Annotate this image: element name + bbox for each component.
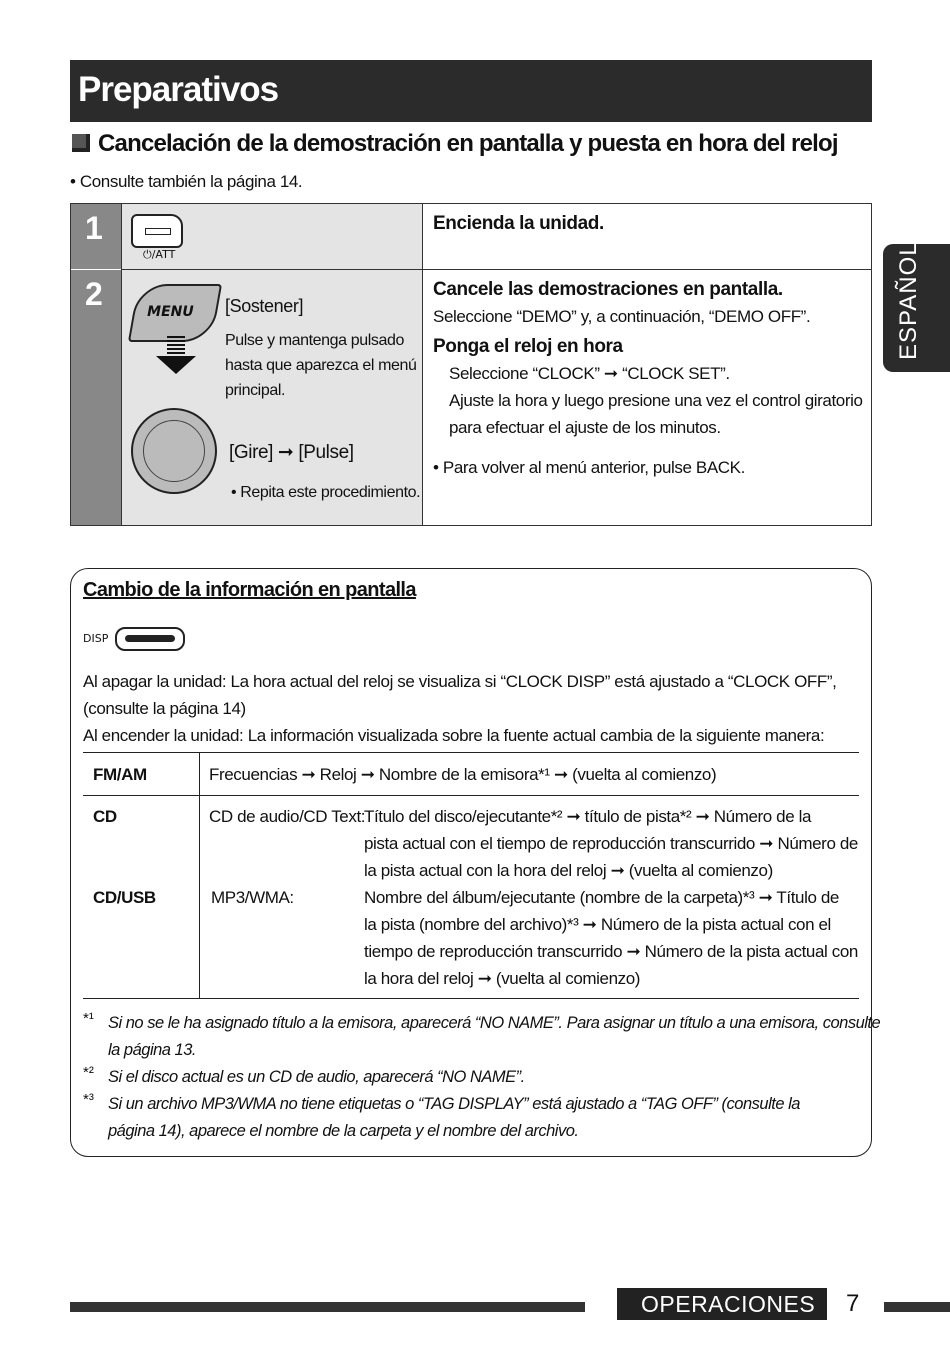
footer-bar-left [70, 1302, 585, 1312]
turn-press-label: [Gire] ➞ [Pulse] [229, 442, 354, 463]
usb-line-4: la hora del reloj ➞ (vuelta al comienzo) [364, 969, 641, 988]
footnote-mark-1: *¹ [83, 1010, 94, 1027]
hold-desc-1: Pulse y mantenga pulsado [225, 332, 404, 349]
disp-label: DISP [83, 632, 109, 645]
down-arrow-icon [156, 356, 196, 374]
table-vertical-line [199, 752, 200, 998]
steps-table [70, 203, 872, 526]
footnote-2-line-1: Si el disco actual es un CD de audio, aparecerá “NO NAME”. [108, 1068, 525, 1086]
display-info-box [70, 568, 881, 1157]
title-bar [70, 60, 872, 122]
usb-line-1: Nombre del álbum/ejecutante (nombre de la carpeta)*³ ➞ Título de [364, 888, 839, 907]
rotary-knob-icon [131, 408, 217, 494]
table-bottom-line [83, 998, 859, 999]
power-att-label: ⏻/ATT [143, 248, 176, 261]
cd-line-1: Título del disco/ejecutante*² ➞ título de pista*² ➞ Número de la [364, 807, 812, 826]
page-number: 7 [846, 1290, 860, 1317]
step1-title: Encienda la unidad. [433, 213, 604, 234]
step2-title2: Ponga el reloj en hora [433, 336, 623, 357]
step2-back-note: • Para volver al menú anterior, pulse BACK. [433, 458, 745, 477]
fm-am-value: Frecuencias ➞ Reloj ➞ Nombre de la emisora*¹ ➞ (vuelta al comienzo) [209, 765, 717, 784]
box-para-3: Al encender la unidad: La información visualizada sobre la fuente actual cambia de la siguiente manera: [83, 726, 825, 745]
footnote-1-line-2: la página 13. [108, 1041, 196, 1059]
usb-line-2: la pista (nombre del archivo)*³ ➞ Número de la pista actual con el [364, 915, 831, 934]
page-title: Preparativos [78, 70, 279, 109]
cd-usb-label: CD/USB [93, 888, 156, 907]
cd-line-2: pista actual con el tiempo de reproducción transcurrido ➞ Número de [364, 834, 858, 853]
footnote-mark-2: *² [83, 1064, 94, 1081]
section-heading-text: Cancelación de la demostración en pantalla y puesta en hora del reloj [98, 130, 838, 157]
step2-line2: Seleccione “CLOCK” ➞ “CLOCK SET”. [449, 364, 730, 383]
footnote-3-line-1: Si un archivo MP3/WMA no tiene etiquetas o “TAG DISPLAY” está ajustado a “TAG OFF” (consulte la [108, 1095, 800, 1113]
section-heading [72, 130, 838, 158]
footer-section-label [617, 1288, 827, 1320]
box-para-2: (consulte la página 14) [83, 699, 246, 718]
hold-desc-2: hasta que aparezca el menú [225, 357, 417, 374]
step2-line4: para efectuar el ajuste de los minutos. [449, 418, 721, 437]
step-number-column [71, 204, 121, 525]
step-number-1: 1 [85, 210, 103, 246]
footer-section-text: OPERACIONES [641, 1291, 816, 1317]
down-arrow-stem-icon [167, 336, 185, 356]
see-also-note: • Consulte también la página 14. [70, 172, 303, 191]
step2-line1: Seleccione “DEMO” y, a continuación, “DEMO OFF”. [433, 307, 811, 326]
menu-label: MENU [147, 304, 194, 320]
fm-am-label: FM/AM [93, 765, 147, 784]
box-heading: Cambio de la información en pantalla [83, 579, 416, 601]
step-number-2: 2 [85, 276, 103, 312]
box-para-1: Al apagar la unidad: La hora actual del reloj se visualiza si “CLOCK DISP” está ajustado a “CLOCK OFF”, [83, 672, 837, 691]
cd-sub-label: CD de audio/CD Text: [209, 807, 366, 826]
power-att-button-icon [131, 214, 183, 248]
footnote-1-line-1: Si no se le ha asignado título a la emisora, aparecerá “NO NAME”. Para asignar un título a una emisora, consulte [108, 1014, 881, 1032]
hold-desc-3: principal. [225, 382, 286, 399]
disp-button-icon [115, 627, 185, 651]
step2-title: Cancele las demostraciones en pantalla. [433, 279, 783, 300]
square-bullet-icon [72, 134, 90, 152]
cd-label: CD [93, 807, 117, 826]
cd-line-3: la pista actual con la hora del reloj ➞ (vuelta al comienzo) [364, 861, 773, 880]
language-side-tab [883, 241, 950, 372]
language-label: ESPAÑOL [895, 241, 922, 360]
usb-line-3: tiempo de reproducción transcurrido ➞ Número de la pista actual con [364, 942, 858, 961]
usb-sub-label: MP3/WMA: [211, 888, 294, 907]
row-divider [121, 269, 871, 270]
hold-label: [Sostener] [225, 296, 304, 316]
footnote-mark-3: *³ [83, 1091, 94, 1108]
footnote-3-line-2: página 14), aparece el nombre de la carpeta y el nombre del archivo. [108, 1122, 579, 1140]
repeat-note: • Repita este procedimiento. [231, 484, 421, 501]
footer-bar-right [884, 1302, 950, 1312]
step2-line3: Ajuste la hora y luego presione una vez el control giratorio [449, 391, 863, 410]
